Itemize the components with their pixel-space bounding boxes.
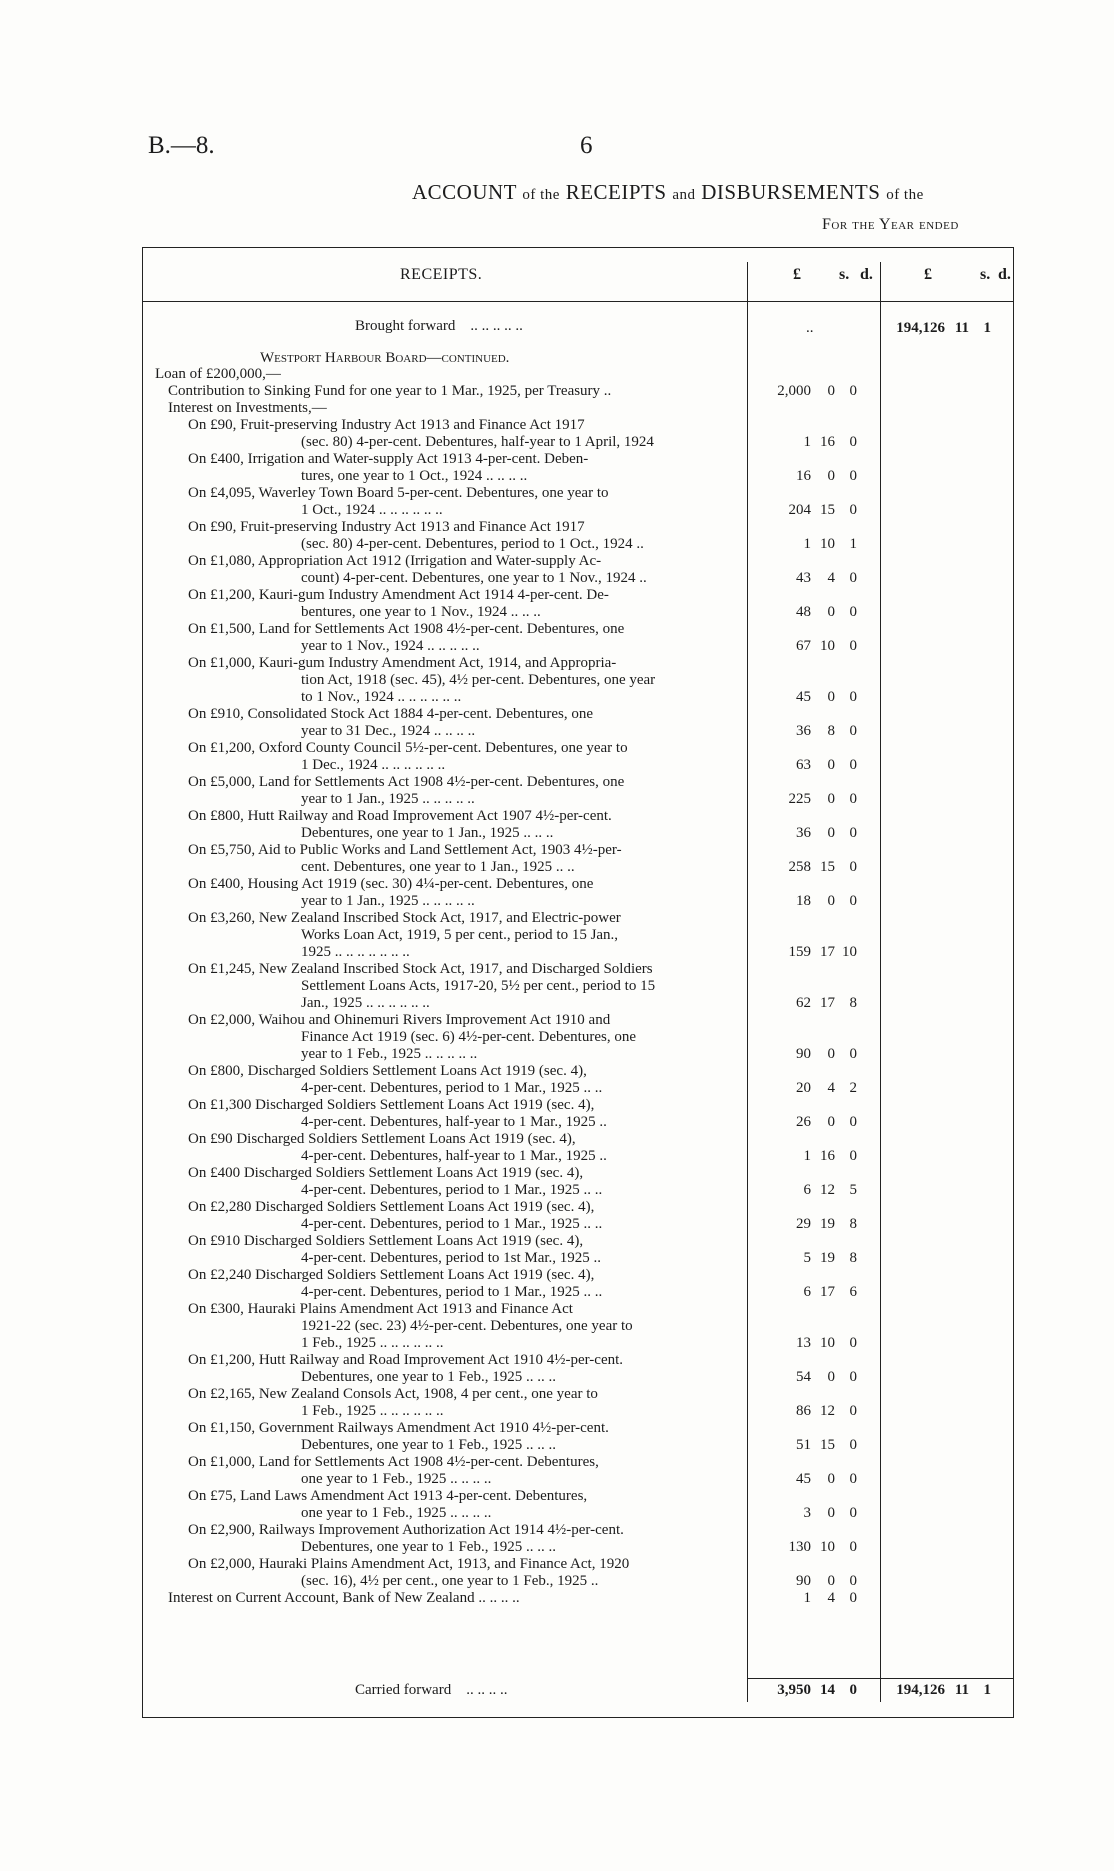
receipt-line: Debentures, one year to 1 Jan., 1925 .. .. .. — [301, 825, 554, 841]
leaders: .. .. .. .. — [466, 1682, 508, 1698]
amount-pence: 8 — [849, 995, 857, 1011]
amount-pence: 0 — [849, 791, 857, 807]
amount-shillings: 0 — [827, 1369, 835, 1385]
amount-pounds: 26 — [796, 1114, 811, 1130]
table-top-rule — [142, 247, 1014, 248]
amount-shillings: 0 — [827, 791, 835, 807]
receipt-line: Debentures, one year to 1 Feb., 1925 .. .. .. — [301, 1539, 556, 1555]
amount-pounds: 54 — [796, 1369, 811, 1385]
amount-pounds: 36 — [796, 825, 811, 841]
receipt-amount — [763, 944, 857, 961]
amount-pence: 0 — [849, 1682, 857, 1698]
amount-shillings: 17 — [820, 944, 835, 960]
receipt-line: year to 31 Dec., 1924 .. .. .. .. — [301, 723, 476, 739]
right-border — [1013, 247, 1014, 1718]
shilling-header: s. — [839, 266, 850, 283]
receipt-line: On £90, Fruit-preserving Industry Act 1913 and Finance Act 1917 — [188, 417, 585, 433]
receipt-line: year to 1 Jan., 1925 .. .. .. .. .. — [301, 893, 475, 909]
amount-shillings: 17 — [820, 995, 835, 1011]
receipt-amount — [763, 434, 857, 451]
amount-shillings: 12 — [820, 1403, 835, 1419]
amount-shillings: 0 — [827, 1573, 835, 1589]
receipt-amount — [763, 502, 857, 519]
amount-shillings: 10 — [820, 1335, 835, 1351]
brought-forward-col1: .. — [806, 320, 814, 336]
amount-shillings: 0 — [827, 757, 835, 773]
amount-shillings: 4 — [827, 1080, 835, 1096]
receipt-line: On £1,000, Land for Settlements Act 1908 4½-per-cent. Debentures, — [188, 1454, 599, 1470]
amount-pence: 1 — [983, 1682, 991, 1698]
receipt-line: On £5,750, Aid to Public Works and Land Settlement Act, 1903 4½-per- — [188, 842, 622, 858]
receipt-line: Interest on Investments,— — [168, 400, 327, 416]
title-part: RECEIPTS — [559, 180, 673, 204]
receipt-amount — [763, 570, 857, 587]
amount-shillings: 17 — [820, 1284, 835, 1300]
receipt-line: 1 Oct., 1924 .. .. .. .. .. .. — [301, 502, 443, 518]
label: Carried forward — [355, 1682, 452, 1698]
receipt-amount — [763, 1216, 857, 1233]
pound-header: £ — [793, 266, 801, 283]
amount-shillings: 15 — [820, 1437, 835, 1453]
amount-shillings: 0 — [827, 1505, 835, 1521]
amount-shillings: 11 — [954, 1682, 969, 1698]
receipt-amount — [763, 468, 857, 485]
amount-pence: 0 — [849, 1471, 857, 1487]
amount-pounds: 20 — [796, 1080, 811, 1096]
title-part: ACCOUNT — [412, 180, 523, 204]
amount-shillings: 0 — [827, 689, 835, 705]
amount-pounds: 90 — [796, 1573, 811, 1589]
amount-pence: 1 — [849, 536, 857, 552]
receipt-line: 1925 .. .. .. .. .. .. .. — [301, 944, 410, 960]
amount-pounds: 18 — [796, 893, 811, 909]
amount-pence: 2 — [849, 1080, 857, 1096]
amount-shillings: 0 — [827, 1046, 835, 1062]
title-part: of the — [886, 187, 924, 203]
amount-pence: 0 — [849, 1369, 857, 1385]
total-rule — [748, 1678, 880, 1679]
amount-pence: 0 — [849, 1590, 857, 1606]
receipt-amount — [763, 1505, 857, 1522]
amount-shillings: 0 — [827, 1114, 835, 1130]
amount-pence: 0 — [849, 1505, 857, 1521]
amount-pounds: 1 — [803, 1590, 811, 1606]
amount-pence: 0 — [849, 1539, 857, 1555]
receipt-line: On £5,000, Land for Settlements Act 1908 4½-per-cent. Debentures, one — [188, 774, 625, 790]
receipt-line: 1 Dec., 1924 .. .. .. .. .. .. — [301, 757, 446, 773]
receipt-amount — [763, 757, 857, 774]
receipt-line: 4-per-cent. Debentures, period to 1 Mar., 1925 .. .. — [301, 1080, 603, 1096]
receipt-line: On £1,245, New Zealand Inscribed Stock Act, 1917, and Discharged Soldiers — [188, 961, 653, 977]
amount-shillings: 19 — [820, 1250, 835, 1266]
title-part: of the — [522, 187, 560, 203]
receipt-line: 4-per-cent. Debentures, period to 1st Mar., 1925 .. — [301, 1250, 602, 1266]
amount-pounds: 2,000 — [777, 383, 811, 399]
amount-shillings: 0 — [827, 825, 835, 841]
amount-pence: 0 — [849, 383, 857, 399]
amount-pounds: 1 — [803, 1148, 811, 1164]
amount-pounds: 130 — [788, 1539, 811, 1555]
receipt-line: 4-per-cent. Debentures, period to 1 Mar., 1925 .. .. — [301, 1182, 603, 1198]
title-part: and — [672, 187, 696, 203]
amount-pence: 0 — [849, 468, 857, 484]
receipt-line: On £2,280 Discharged Soldiers Settlement Loans Act 1919 (sec. 4), — [188, 1199, 595, 1215]
receipt-line: On £2,000, Waihou and Ohinemuri Rivers Improvement Act 1910 and — [188, 1012, 611, 1028]
receipt-line: year to 1 Nov., 1924 .. .. .. .. .. — [301, 638, 480, 654]
receipt-amount — [763, 1046, 857, 1063]
amount-pence: 10 — [842, 944, 857, 960]
amount-pounds: 5 — [803, 1250, 811, 1266]
receipt-amount — [763, 791, 857, 808]
receipt-line: On £2,240 Discharged Soldiers Settlement Loans Act 1919 (sec. 4), — [188, 1267, 595, 1283]
amount-pounds: 67 — [796, 638, 811, 654]
receipt-amount — [763, 689, 857, 706]
receipt-line: On £1,080, Appropriation Act 1912 (Irrigation and Water-supply Ac- — [188, 553, 602, 569]
amount-pence: 8 — [849, 1250, 857, 1266]
table-bottom-rule — [142, 1717, 1014, 1718]
receipt-line: On £400, Irrigation and Water-supply Act 1913 4-per-cent. Deben- — [188, 451, 589, 467]
receipt-line: cent. Debentures, one year to 1 Jan., 1925 .. .. — [301, 859, 575, 875]
amount-shillings: 16 — [820, 1148, 835, 1164]
amount-pounds: 3 — [803, 1505, 811, 1521]
receipt-line: 4-per-cent. Debentures, half-year to 1 Mar., 1925 .. — [301, 1148, 607, 1164]
amount-pounds: 6 — [803, 1284, 811, 1300]
amount-pounds: 13 — [796, 1335, 811, 1351]
amount-shillings: 4 — [827, 570, 835, 586]
amount-pounds: 6 — [803, 1182, 811, 1198]
amount-shillings: 0 — [827, 893, 835, 909]
receipt-line: Loan of £200,000,— — [155, 366, 281, 382]
receipt-line: 4-per-cent. Debentures, half-year to 1 Mar., 1925 .. — [301, 1114, 607, 1130]
receipt-amount — [763, 1590, 857, 1607]
receipt-line: On £1,200, Oxford County Council 5½-per-cent. Debentures, one year to — [188, 740, 628, 756]
receipt-line: On £400 Discharged Soldiers Settlement Loans Act 1919 (sec. 4), — [188, 1165, 584, 1181]
amount-shillings: 0 — [827, 383, 835, 399]
receipt-amount — [763, 859, 857, 876]
page-title — [412, 180, 924, 205]
receipt-amount — [763, 383, 857, 400]
receipt-line: On £90, Fruit-preserving Industry Act 1913 and Finance Act 1917 — [188, 519, 585, 535]
receipt-line: On £300, Hauraki Plains Amendment Act 1913 and Finance Act — [188, 1301, 573, 1317]
amount-pence: 0 — [849, 1403, 857, 1419]
section-heading: Westport Harbour Board—continued. — [260, 350, 510, 366]
amount-pence: 0 — [849, 604, 857, 620]
receipt-line: to 1 Nov., 1924 .. .. .. .. .. .. — [301, 689, 462, 705]
receipt-line: On £400, Housing Act 1919 (sec. 30) 4¼-per-cent. Debentures, one — [188, 876, 594, 892]
amount-pounds: 62 — [796, 995, 811, 1011]
shilling-header: s. — [980, 266, 991, 283]
receipt-line: Finance Act 1919 (sec. 6) 4½-per-cent. Debentures, one — [301, 1029, 636, 1045]
receipt-line: tion Act, 1918 (sec. 45), 4½ per-cent. Debentures, one year — [301, 672, 656, 688]
amount-shillings: 12 — [820, 1182, 835, 1198]
amount-pence: 0 — [849, 1148, 857, 1164]
amount-pence: 0 — [849, 502, 857, 518]
receipt-line: On £2,165, New Zealand Consols Act, 1908, 4 per cent., one year to — [188, 1386, 598, 1402]
amount-pounds: 204 — [788, 502, 811, 518]
amount-pounds: 45 — [796, 1471, 811, 1487]
amount-pence: 0 — [849, 1437, 857, 1453]
receipt-line: 1921-22 (sec. 23) 4½-per-cent. Debentures, one year to — [301, 1318, 633, 1334]
receipt-line: On £75, Land Laws Amendment Act 1913 4-per-cent. Debentures, — [188, 1488, 588, 1504]
receipt-line: 4-per-cent. Debentures, period to 1 Mar., 1925 .. .. — [301, 1216, 603, 1232]
amount-pence: 8 — [849, 1216, 857, 1232]
receipt-amount — [763, 1182, 857, 1199]
receipt-amount — [763, 638, 857, 655]
receipt-amount — [763, 1250, 857, 1267]
brought-forward-label — [355, 318, 523, 335]
column-divider — [880, 262, 881, 1702]
amount-pounds: 225 — [788, 791, 811, 807]
amount-pence: 5 — [849, 1182, 857, 1198]
amount-shillings: 10 — [820, 536, 835, 552]
page-subtitle: For the Year ended — [822, 216, 959, 233]
receipt-amount — [763, 893, 857, 910]
amount-pence: 0 — [849, 1573, 857, 1589]
receipt-line: On £90 Discharged Soldiers Settlement Loans Act 1919 (sec. 4), — [188, 1131, 576, 1147]
amount-pounds: 43 — [796, 570, 811, 586]
receipt-line: On £1,200, Kauri-gum Industry Amendment Act 1914 4-per-cent. De- — [188, 587, 609, 603]
receipt-amount — [763, 1573, 857, 1590]
receipt-line: 1 Feb., 1925 .. .. .. .. .. .. — [301, 1335, 444, 1351]
pence-header: d. — [998, 266, 1011, 283]
receipt-amount — [763, 1471, 857, 1488]
receipt-line: 4-per-cent. Debentures, period to 1 Mar., 1925 .. .. — [301, 1284, 603, 1300]
amount-pence: 1 — [983, 320, 991, 336]
total-rule — [881, 1678, 1013, 1679]
receipt-line: On £1,000, Kauri-gum Industry Amendment Act, 1914, and Appropria- — [188, 655, 617, 671]
amount-shillings: 15 — [820, 502, 835, 518]
amount-pounds: 86 — [796, 1403, 811, 1419]
receipt-line: Works Loan Act, 1919, 5 per cent., period to 15 Jan., — [301, 927, 619, 943]
amount-pounds: 16 — [796, 468, 811, 484]
amount-shillings: 4 — [827, 1590, 835, 1606]
amount-pounds: 45 — [796, 689, 811, 705]
amount-shillings: 10 — [820, 638, 835, 654]
page-identifier: B.—8. — [148, 132, 215, 159]
amount-shillings: 14 — [820, 1682, 835, 1698]
carried-forward-col1 — [763, 1682, 857, 1699]
amount-shillings: 0 — [827, 1471, 835, 1487]
receipt-line: Debentures, one year to 1 Feb., 1925 .. .. .. — [301, 1437, 556, 1453]
amount-pence: 0 — [849, 1114, 857, 1130]
amount-pounds: 48 — [796, 604, 811, 620]
receipt-line: one year to 1 Feb., 1925 .. .. .. .. — [301, 1505, 492, 1521]
receipt-line: On £4,095, Waverley Town Board 5-per-cent. Debentures, one year to — [188, 485, 609, 501]
amount-pounds: 36 — [796, 723, 811, 739]
amount-pounds: 51 — [796, 1437, 811, 1453]
receipt-line: Jan., 1925 .. .. .. .. .. .. — [301, 995, 430, 1011]
amount-pounds: 1 — [803, 434, 811, 450]
receipt-line: On £1,150, Government Railways Amendment Act 1910 4½-per-cent. — [188, 1420, 609, 1436]
receipt-line: tures, one year to 1 Oct., 1924 .. .. .. .. — [301, 468, 528, 484]
amount-pounds: 90 — [796, 1046, 811, 1062]
receipt-line: On £800, Discharged Soldiers Settlement Loans Act 1919 (sec. 4), — [188, 1063, 587, 1079]
amount-pence: 0 — [849, 1046, 857, 1062]
left-border — [142, 247, 143, 1718]
receipt-line: On £1,200, Hutt Railway and Road Improvement Act 1910 4½-per-cent. — [188, 1352, 624, 1368]
receipt-line: On £3,260, New Zealand Inscribed Stock Act, 1917, and Electric-power — [188, 910, 621, 926]
amount-shillings: 15 — [820, 859, 835, 875]
receipt-line: (sec. 16), 4½ per cent., one year to 1 Feb., 1925 .. — [301, 1573, 599, 1589]
leaders: .. .. .. .. .. — [470, 318, 523, 334]
amount-pence: 0 — [849, 825, 857, 841]
amount-shillings: 0 — [827, 468, 835, 484]
receipt-amount — [763, 604, 857, 621]
receipt-line: Debentures, one year to 1 Feb., 1925 .. .. .. — [301, 1369, 556, 1385]
receipt-line: Contribution to Sinking Fund for one year to 1 Mar., 1925, per Treasury .. — [168, 383, 612, 399]
amount-pounds: 159 — [788, 944, 811, 960]
column-divider — [747, 262, 748, 1702]
amount-pence: 0 — [849, 638, 857, 654]
receipt-line: count) 4-per-cent. Debentures, one year to 1 Nov., 1924 .. — [301, 570, 647, 586]
amount-shillings: 16 — [820, 434, 835, 450]
title-part: DISBURSEMENTS — [695, 180, 887, 204]
receipt-line: one year to 1 Feb., 1925 .. .. .. .. — [301, 1471, 492, 1487]
receipt-amount — [763, 1335, 857, 1352]
receipt-line: (sec. 80) 4-per-cent. Debentures, period to 1 Oct., 1924 .. — [301, 536, 644, 552]
receipt-line: On £2,900, Railways Improvement Authorization Act 1914 4½-per-cent. — [188, 1522, 624, 1538]
receipt-amount — [763, 1437, 857, 1454]
receipt-line: On £910 Discharged Soldiers Settlement Loans Act 1919 (sec. 4), — [188, 1233, 584, 1249]
receipt-amount — [763, 1369, 857, 1386]
receipt-line: (sec. 80) 4-per-cent. Debentures, half-year to 1 April, 1924 — [301, 434, 654, 450]
receipt-line: Interest on Current Account, Bank of New Zealand .. .. .. .. — [168, 1590, 520, 1606]
page-number: 6 — [580, 132, 593, 159]
label: Brought forward — [355, 318, 456, 334]
receipt-line: On £800, Hutt Railway and Road Improvement Act 1907 4½-per-cent. — [188, 808, 612, 824]
amount-shillings: 19 — [820, 1216, 835, 1232]
amount-pence: 0 — [849, 1335, 857, 1351]
amount-pence: 0 — [849, 893, 857, 909]
amount-pence: 6 — [849, 1284, 857, 1300]
amount-pence: 0 — [849, 723, 857, 739]
brought-forward-col2 — [893, 320, 991, 337]
amount-pounds: 258 — [788, 859, 811, 875]
receipt-amount — [763, 1284, 857, 1301]
amount-shillings: 0 — [827, 604, 835, 620]
amount-pence: 0 — [849, 570, 857, 586]
pence-header: d. — [860, 266, 873, 283]
amount-pounds: 194,126 — [896, 1682, 945, 1698]
receipt-line: bentures, one year to 1 Nov., 1924 .. .. .. — [301, 604, 541, 620]
receipt-amount — [763, 1403, 857, 1420]
receipt-amount — [763, 1080, 857, 1097]
receipt-line: On £1,300 Discharged Soldiers Settlement Loans Act 1919 (sec. 4), — [188, 1097, 595, 1113]
carried-forward-col2 — [893, 1682, 991, 1699]
receipt-line: year to 1 Feb., 1925 .. .. .. .. .. — [301, 1046, 478, 1062]
amount-pence: 0 — [849, 757, 857, 773]
receipt-line: year to 1 Jan., 1925 .. .. .. .. .. — [301, 791, 475, 807]
amount-pence: 0 — [849, 859, 857, 875]
receipt-line: On £2,000, Hauraki Plains Amendment Act, 1913, and Finance Act, 1920 — [188, 1556, 630, 1572]
receipt-amount — [763, 995, 857, 1012]
amount-pounds: 63 — [796, 757, 811, 773]
amount-pounds: 194,126 — [896, 320, 945, 336]
amount-pence: 0 — [849, 434, 857, 450]
receipt-line: On £1,500, Land for Settlements Act 1908 4½-per-cent. Debentures, one — [188, 621, 625, 637]
amount-shillings: 8 — [827, 723, 835, 739]
receipt-amount — [763, 1114, 857, 1131]
amount-pence: 0 — [849, 689, 857, 705]
receipt-amount — [763, 536, 857, 553]
receipt-amount — [763, 723, 857, 740]
amount-pounds: 1 — [803, 536, 811, 552]
amount-pounds: 29 — [796, 1216, 811, 1232]
receipt-amount — [763, 1148, 857, 1165]
receipts-header: RECEIPTS. — [400, 266, 483, 283]
pound-header: £ — [924, 266, 932, 283]
receipt-amount — [763, 825, 857, 842]
receipt-amount — [763, 1539, 857, 1556]
carried-forward-label — [355, 1682, 507, 1699]
table-header-rule — [142, 301, 1014, 302]
amount-shillings: 10 — [820, 1539, 835, 1555]
receipt-line: Settlement Loans Acts, 1917-20, 5½ per cent., period to 15 — [301, 978, 656, 994]
amount-pounds: 3,950 — [777, 1682, 811, 1698]
receipt-line: On £910, Consolidated Stock Act 1884 4-per-cent. Debentures, one — [188, 706, 594, 722]
receipt-line: 1 Feb., 1925 .. .. .. .. .. .. — [301, 1403, 444, 1419]
amount-shillings: 11 — [954, 320, 969, 336]
